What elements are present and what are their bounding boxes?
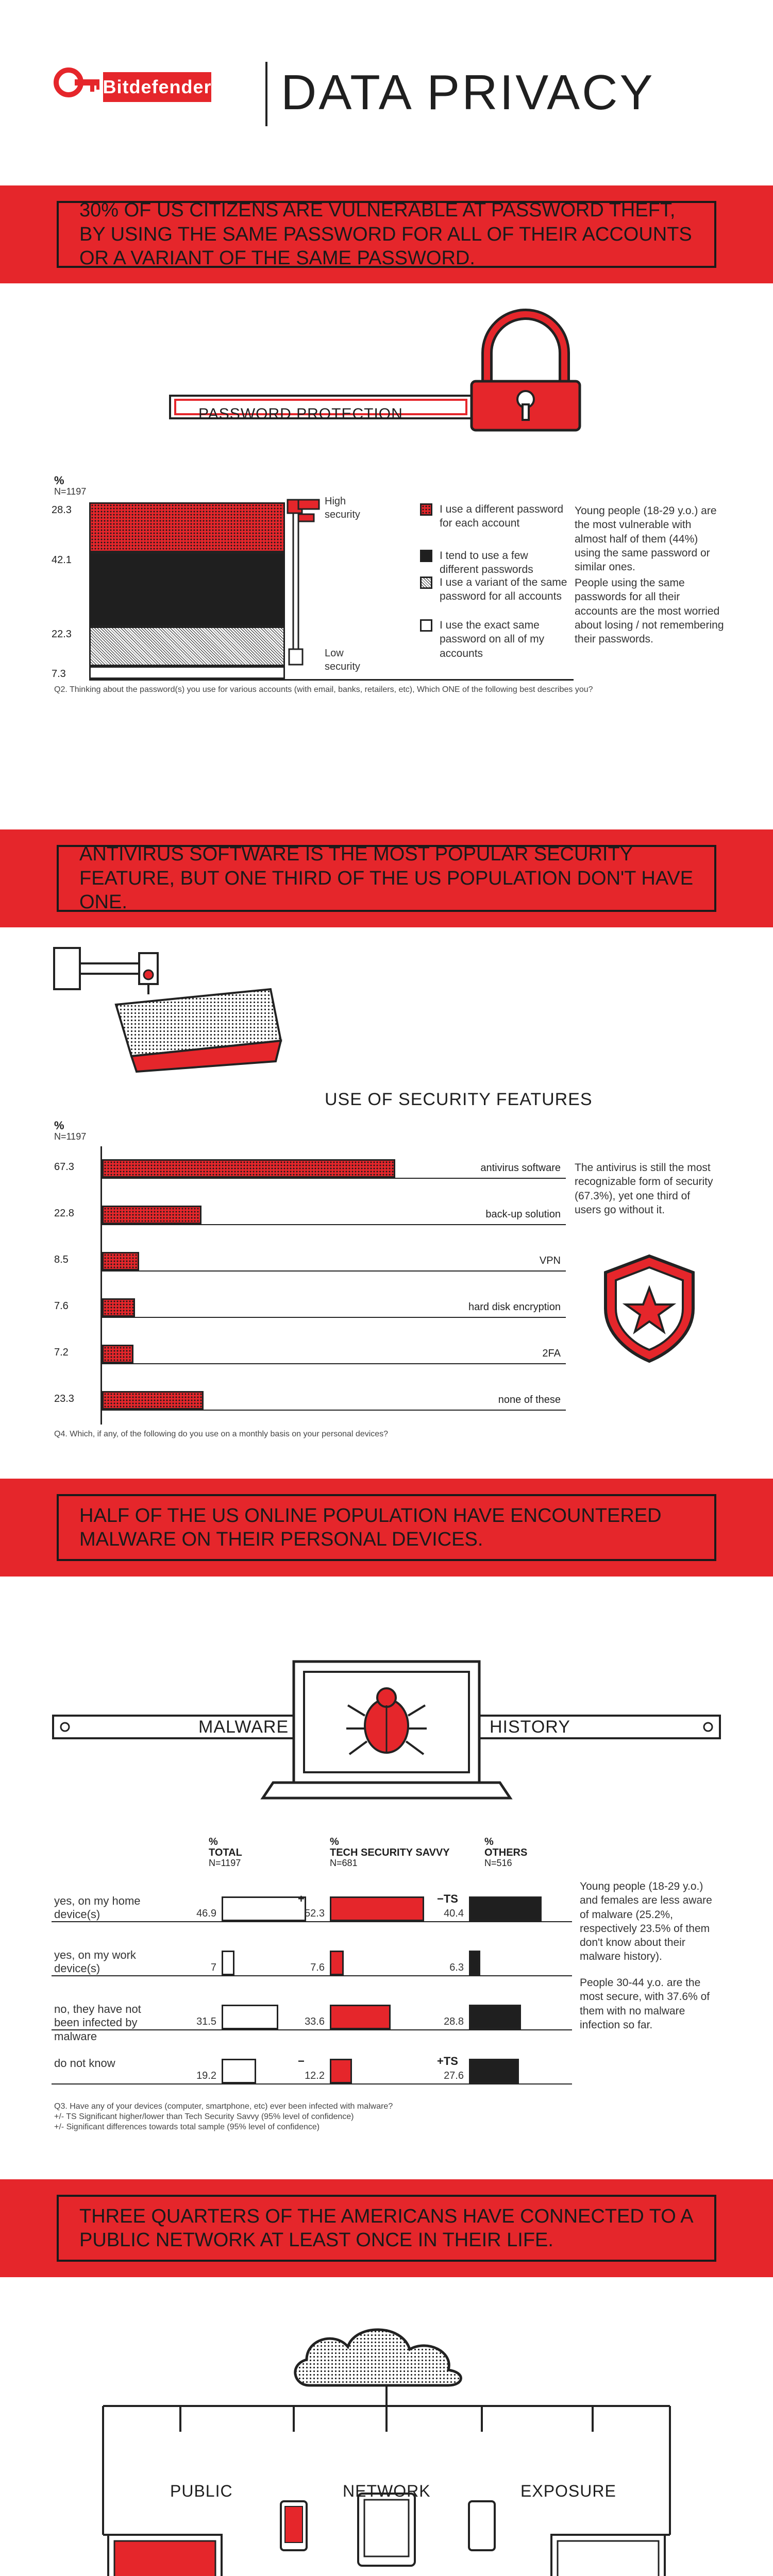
security-chart-title: USE OF SECURITY FEATURES (325, 1090, 593, 1109)
malware-word: MALWARE (198, 1717, 289, 1737)
sec-row-line (102, 1410, 566, 1411)
table-value: 7.6 (310, 1962, 325, 1973)
table-value: 6.3 (449, 1962, 464, 1973)
sec-bar (102, 1159, 395, 1178)
header-divider (265, 62, 267, 126)
sec-bar (102, 1252, 139, 1270)
table-bar (222, 1951, 234, 1975)
table-significance: + (298, 1892, 305, 1905)
pw-segment (89, 502, 285, 552)
sec-value-label: 7.6 (54, 1300, 69, 1312)
sec-row-line (102, 1363, 566, 1364)
pw-side-text-1: Young people (18-29 y.o.) are the most vulnerable with almost half of them (44%) using the same password or similar ones. (575, 505, 717, 573)
mal-side-text-2: People 30-44 y.o. are the most secure, with 37.6% of them with no malware infection so far. (580, 1977, 710, 2031)
sec-category-label: none of these (498, 1394, 561, 1405)
table-value: 46.9 (196, 1908, 216, 1919)
banner-network (0, 2179, 773, 2277)
table-bar (330, 2059, 352, 2083)
banner-antivirus-text: ANTIVIRUS SOFTWARE IS THE MOST POPULAR SECURITY FEATURE, BUT ONE THIRD OF THE US POPULATION DON'T HAVE ONE. (79, 843, 694, 913)
table-row-label: yes, on my home device(s) (54, 1894, 141, 1921)
sec-value-label: 22.8 (54, 1208, 74, 1219)
sec-row-line (102, 1270, 566, 1272)
pw-legend-label: I use the exact same password on all of my accounts (440, 619, 545, 659)
table-bar (222, 2005, 278, 2029)
mal-footnote-3: +/- Significant differences towards total sample (95% level of confidence) (54, 2123, 320, 2131)
network-word: NETWORK (343, 2482, 431, 2500)
laptop-bug-icon (52, 1649, 721, 1803)
pw-legend (420, 502, 569, 672)
table-row-label: yes, on my work device(s) (54, 1948, 136, 1975)
mal-head-savvy-n: N=681 (330, 1858, 358, 1868)
mal-head-savvy-label: TECH SECURITY SAVVY (330, 1847, 450, 1858)
banner-network-text: THREE QUARTERS OF THE AMERICANS HAVE CONNECTED TO A PUBLIC NETWORK AT LEAST ONCE IN THEIR LIFE. (79, 2205, 693, 2251)
sec-bar (102, 1391, 204, 1410)
mal-head-savvy-unit: % (330, 1836, 339, 1848)
mal-footnote-2: +/- TS Significant higher/lower than Tech Security Savvy (95% level of confidence) (54, 2112, 354, 2121)
table-row-label: no, they have not been infected by malware (54, 2003, 141, 2043)
pw-value-label: 7.3 (52, 668, 66, 680)
mal-head-total-n: N=1197 (209, 1858, 241, 1868)
exposure-word: EXPOSURE (520, 2482, 616, 2500)
pw-legend-label: I use a different password for each account (440, 503, 564, 530)
pw-unit: % (54, 474, 64, 487)
pw-side-text-2: People using the same passwords for all their accounts are the most worried about losing / not remembering their passwords. (575, 577, 724, 646)
pw-stack (89, 502, 285, 679)
pw-legend-swatch (420, 503, 432, 516)
sec-n: N=1197 (54, 1131, 87, 1142)
sec-row-line (102, 1178, 566, 1179)
sec-value-label: 7.2 (54, 1347, 69, 1358)
sec-category-label: VPN (539, 1255, 561, 1266)
mal-head-others (484, 1837, 527, 1868)
public-word: PUBLIC (170, 2482, 233, 2500)
table-row-line (52, 2083, 572, 2084)
sec-value-label: 67.3 (54, 1161, 74, 1173)
table-significance: +TS (437, 2055, 458, 2067)
security-camera-icon (54, 943, 296, 1082)
sec-category-label: antivirus software (480, 1162, 561, 1174)
mal-footnote-1: Q3. Have any of your devices (computer, smartphone, etc) ever been infected with malware? (54, 2102, 393, 2111)
page-title: DATA PRIVACY (281, 65, 655, 120)
banner-malware (0, 1479, 773, 1577)
pw-segment (89, 626, 285, 666)
shield-graphic-icon (598, 1252, 701, 1365)
mal-head-total-unit: % (209, 1836, 218, 1848)
table-bar (469, 1951, 480, 1975)
table-bar (469, 1896, 542, 1921)
table-row-label: do not know (54, 2057, 115, 2070)
sec-bar (102, 1298, 135, 1317)
table-bar (222, 2059, 256, 2083)
high-security-label: High security (325, 496, 360, 520)
pw-legend-label: I tend to use a few different passwords (440, 550, 533, 576)
table-value: 27.6 (444, 2070, 464, 2081)
sec-category-label: hard disk encryption (468, 1301, 561, 1313)
table-bar (469, 2005, 521, 2029)
sec-value-label: 23.3 (54, 1393, 74, 1404)
pw-value-label: 42.1 (52, 554, 72, 566)
mal-head-others-n: N=516 (484, 1858, 512, 1868)
sec-value-label: 8.5 (54, 1254, 69, 1265)
mal-head-total-label: TOTAL (209, 1847, 242, 1858)
table-significance: −TS (437, 1892, 458, 1905)
mal-head-others-label: OTHERS (484, 1847, 528, 1858)
table-significance: − (298, 2055, 305, 2067)
table-bar (330, 2005, 391, 2029)
pw-legend-swatch (420, 619, 432, 632)
pw-value-label: 28.3 (52, 504, 72, 516)
pw-legend-label: I use a variant of the same password for all accounts (440, 577, 567, 603)
pw-value-label: 22.3 (52, 629, 72, 640)
table-value: 19.2 (196, 2070, 216, 2081)
mal-head-savvy (330, 1837, 450, 1868)
sec-unit: % (54, 1119, 64, 1132)
pw-legend-swatch (420, 550, 432, 562)
mal-head-others-unit: % (484, 1836, 494, 1848)
banner-malware-text: HALF OF THE US ONLINE POPULATION HAVE ENCOUNTERED MALWARE ON THEIR PERSONAL DEVICES. (79, 1504, 662, 1550)
pw-n: N=1197 (54, 486, 87, 497)
pw-segment (89, 666, 285, 679)
sec-bar (102, 1206, 201, 1224)
banner-antivirus (0, 829, 773, 927)
table-bar (469, 2059, 519, 2083)
sec-bar (102, 1345, 133, 1363)
sec-side-text: The antivirus is still the most recognizable form of security (67.3%), yet one third of users go without it. (575, 1162, 713, 1216)
sec-footnote: Q4. Which, if any, of the following do you use on a monthly basis on your personal devices? (54, 1430, 389, 1438)
pw-legend-swatch (420, 577, 432, 589)
pw-footnote: Q2. Thinking about the password(s) you use for various accounts (with email, banks, retailers, etc), Which ONE of the following best describes you? (54, 685, 593, 694)
table-value: 28.8 (444, 2016, 464, 2027)
mal-head-total (209, 1837, 242, 1868)
sec-category-label: back-up solution (485, 1209, 561, 1220)
low-security-label: Low security (325, 648, 360, 672)
sec-row-line (102, 1224, 566, 1225)
banner-password-text: 30% OF US CITIZENS ARE VULNERABLE AT PASSWORD THEFT, BY USING THE SAME PASSWORD FOR ALL OF THEIR ACCOUNTS OR A VARIANT OF THE SAME PASSWORD. (79, 199, 692, 269)
history-word: HISTORY (490, 1717, 570, 1737)
pw-segment (89, 552, 285, 626)
table-bar (330, 1896, 424, 1921)
table-value: 40.4 (444, 1908, 464, 1919)
header-emblem (103, 72, 211, 102)
pw-baseline (89, 679, 574, 681)
sec-row-line (102, 1317, 566, 1318)
table-bar (330, 1951, 344, 1975)
pw-value-labels (52, 502, 88, 679)
table-value: 12.2 (305, 2070, 325, 2081)
password-chart-title: PASSWORD PROTECTION (198, 405, 403, 422)
table-value: 52.3 (305, 1908, 325, 1919)
malware-table (52, 1870, 572, 2097)
sec-category-label: 2FA (542, 1348, 561, 1359)
banner-password (0, 185, 773, 283)
network-devices-icon (103, 2308, 670, 2576)
brand-name: Bitdefender (103, 76, 212, 97)
mal-side-text-1: Young people (18-29 y.o.) and females are less aware of malware (25.2%, respectively 23.5% of them don't know about their malware history). (580, 1880, 712, 1963)
sec-bars (52, 1146, 567, 1425)
table-value: 33.6 (305, 2016, 325, 2027)
bitdefender-logo-icon (54, 62, 100, 103)
table-value: 31.5 (196, 2016, 216, 2027)
table-value: 7 (210, 1962, 216, 1973)
